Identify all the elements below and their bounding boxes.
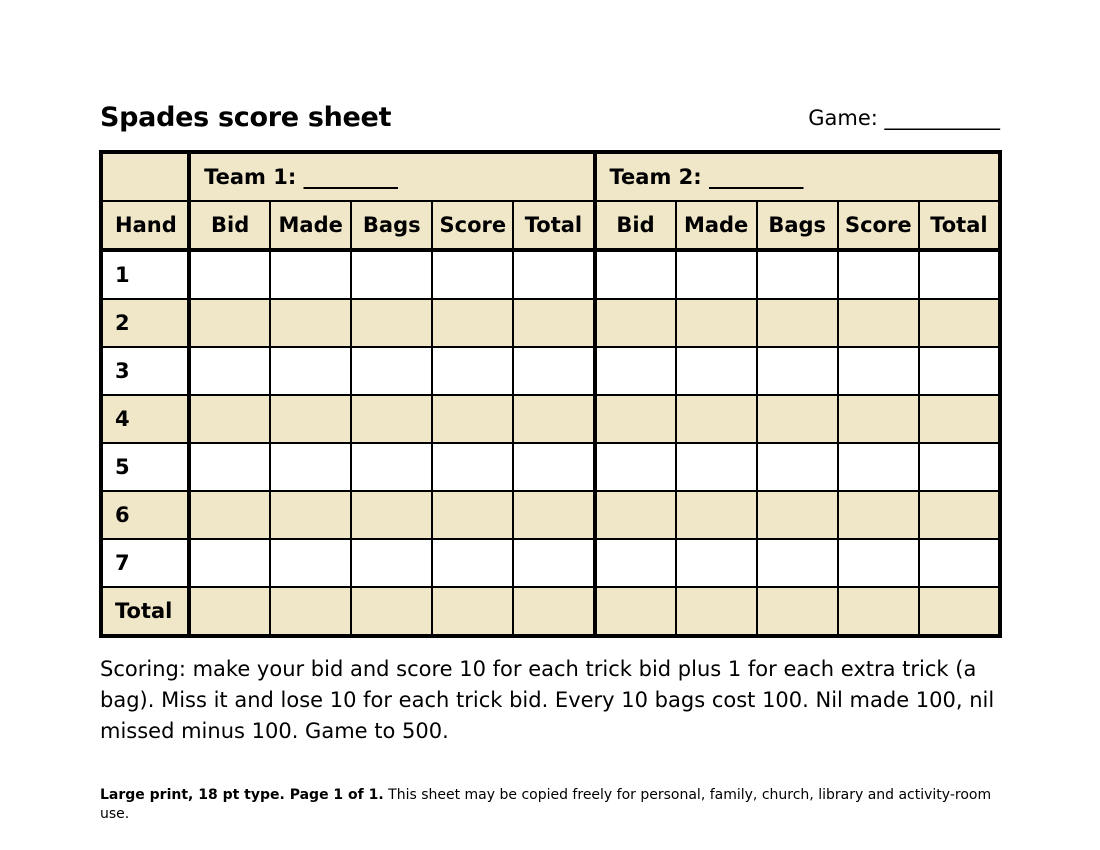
team2-made-cell[interactable] [676,347,757,395]
table-row [101,491,1000,539]
hand-column-header: Hand [101,201,189,250]
team2-bags-cell[interactable] [757,587,838,636]
table-row [101,347,1000,395]
team1-bags-header: Bags [351,201,432,250]
hand-number: 3 [101,347,189,395]
team1-made-cell[interactable] [270,395,351,443]
game-label: Game: ___________ [808,106,1000,130]
team2-score-cell[interactable] [838,443,919,491]
hand-number: 7 [101,539,189,587]
hand-number: 4 [101,395,189,443]
team1-made-cell[interactable] [270,299,351,347]
page-title: Spades score sheet [100,102,392,133]
team2-bid-cell[interactable] [595,347,676,395]
footer-bold: Large print, 18 pt type. Page 1 of 1. [100,787,384,803]
team2-bags-cell[interactable] [757,491,838,539]
team1-score-cell[interactable] [432,347,513,395]
team1-made-cell[interactable] [270,347,351,395]
team1-score-cell[interactable] [432,491,513,539]
team1-bags-cell[interactable] [351,395,432,443]
sheet-header [100,100,1000,140]
team2-bid-header: Bid [595,201,676,250]
team2-made-cell[interactable] [676,443,757,491]
team1-title: Team 1: _________ [189,152,594,201]
team1-bid-cell[interactable] [189,443,270,491]
hand-number: Total [101,587,189,636]
team2-score-cell[interactable] [838,347,919,395]
team1-bid-header: Bid [189,201,270,250]
team1-total-cell[interactable] [513,395,594,443]
team1-bags-cell[interactable] [351,587,432,636]
team2-total-cell[interactable] [919,491,1000,539]
scoring-rules: Scoring: make your bid and score 10 for each trick bid plus 1 for each extra trick (a bag). Miss it and lose 10 for each trick bid. Every 10 bags cost 100. Nil made 100, nil missed minus 100. Game to 500. [100,657,995,743]
column-header-row [101,201,1000,250]
team2-bid-cell[interactable] [595,250,676,299]
table-row [101,539,1000,587]
team2-score-cell[interactable] [838,395,919,443]
team2-bid-cell[interactable] [595,539,676,587]
team2-total-cell[interactable] [919,299,1000,347]
team1-score-cell[interactable] [432,299,513,347]
team2-bags-header: Bags [757,201,838,250]
team1-bid-cell[interactable] [189,395,270,443]
team2-total-cell[interactable] [919,539,1000,587]
footer-note [100,786,1005,824]
team1-score-cell[interactable] [432,250,513,299]
team2-bags-cell[interactable] [757,250,838,299]
team2-made-cell[interactable] [676,539,757,587]
team2-made-cell[interactable] [676,587,757,636]
team2-title: Team 2: _________ [595,152,1001,201]
team2-made-header: Made [676,201,757,250]
corner-cell [101,152,189,201]
table-row [101,395,1000,443]
team1-bid-cell[interactable] [189,299,270,347]
team1-bags-cell[interactable] [351,347,432,395]
team1-score-cell[interactable] [432,587,513,636]
team2-bags-cell[interactable] [757,299,838,347]
team1-bid-cell[interactable] [189,539,270,587]
hand-number: 6 [101,491,189,539]
team1-total-cell[interactable] [513,587,594,636]
team1-made-cell[interactable] [270,443,351,491]
team2-total-cell[interactable] [919,347,1000,395]
team1-score-cell[interactable] [432,395,513,443]
team2-made-cell[interactable] [676,395,757,443]
team2-score-cell[interactable] [838,587,919,636]
team1-made-cell[interactable] [270,587,351,636]
team1-bags-cell[interactable] [351,443,432,491]
team1-bid-cell[interactable] [189,250,270,299]
team1-score-cell[interactable] [432,443,513,491]
team1-bags-cell[interactable] [351,491,432,539]
team1-score-header: Score [432,201,513,250]
team1-total-cell[interactable] [513,347,594,395]
table-row [101,587,1000,636]
team2-score-cell[interactable] [838,491,919,539]
team1-bid-cell[interactable] [189,347,270,395]
score-table [99,150,1002,638]
team2-made-cell[interactable] [676,491,757,539]
team1-made-header: Made [270,201,351,250]
team1-bags-cell[interactable] [351,250,432,299]
team2-bags-cell[interactable] [757,443,838,491]
team2-bid-cell[interactable] [595,443,676,491]
team1-total-cell[interactable] [513,491,594,539]
hand-number: 1 [101,250,189,299]
team2-total-cell[interactable] [919,587,1000,636]
team1-bid-cell[interactable] [189,587,270,636]
team2-bags-cell[interactable] [757,539,838,587]
team1-total-cell[interactable] [513,539,594,587]
team-header-row [101,152,1000,201]
team2-bags-cell[interactable] [757,395,838,443]
table-row [101,299,1000,347]
team2-bid-cell[interactable] [595,491,676,539]
team2-total-header: Total [919,201,1000,250]
team2-score-cell[interactable] [838,539,919,587]
team2-made-cell[interactable] [676,250,757,299]
team1-total-header: Total [513,201,594,250]
table-row [101,250,1000,299]
team2-score-cell[interactable] [838,250,919,299]
team1-score-cell[interactable] [432,539,513,587]
team2-total-cell[interactable] [919,443,1000,491]
team2-total-cell[interactable] [919,250,1000,299]
team2-score-header: Score [838,201,919,250]
table-row [101,443,1000,491]
team1-bags-cell[interactable] [351,539,432,587]
team2-bid-cell[interactable] [595,299,676,347]
team1-total-cell[interactable] [513,299,594,347]
hand-number: 2 [101,299,189,347]
team1-total-cell[interactable] [513,443,594,491]
team2-bid-cell[interactable] [595,587,676,636]
team2-made-cell[interactable] [676,299,757,347]
team2-score-cell[interactable] [838,299,919,347]
team1-made-cell[interactable] [270,491,351,539]
team1-bid-cell[interactable] [189,491,270,539]
team2-total-cell[interactable] [919,395,1000,443]
team2-bid-cell[interactable] [595,395,676,443]
team2-bags-cell[interactable] [757,347,838,395]
hand-number: 5 [101,443,189,491]
team1-made-cell[interactable] [270,539,351,587]
footer-text: This sheet may be copied freely for personal, family, church, library and activity-room use. [100,787,992,822]
team1-made-cell[interactable] [270,250,351,299]
team1-total-cell[interactable] [513,250,594,299]
team1-bags-cell[interactable] [351,299,432,347]
